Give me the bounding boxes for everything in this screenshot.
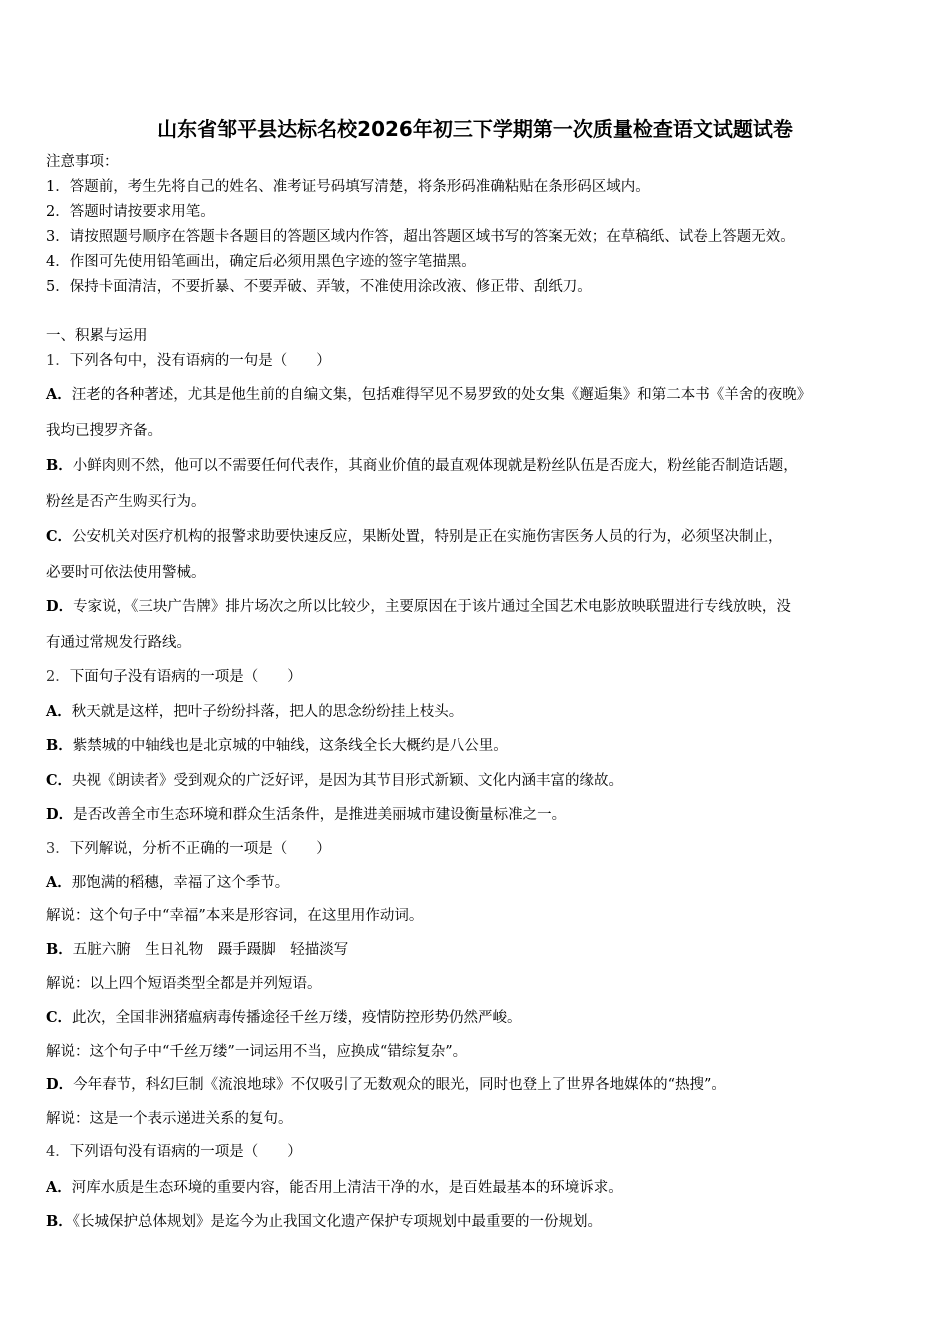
question-4-stem <box>46 1142 302 1162</box>
notice-item-2: 2．答题时请按要求用笔。 <box>46 204 215 220</box>
q4-option-a <box>46 1178 623 1198</box>
option-text: 是否改善全市生态环境和群众生活条件，是推进美丽城市建设衡量标准之一。 <box>73 807 567 823</box>
option-text: 央视《朗读者》受到观众的广泛好评，是因为其节目形式新颖、文化内涵丰富的缘故。 <box>72 773 624 789</box>
question-text: 下列语句没有语病的一项是（ ） <box>69 1144 302 1160</box>
option-text: 紫禁城的中轴线也是北京城的中轴线，这条线全长大概约是八公里。 <box>72 738 508 754</box>
q2-option-b <box>46 736 508 756</box>
q2-option-c <box>46 771 623 791</box>
q3-option-b-explanation: 解说：以上四个短语类型全都是并列短语。 <box>46 976 322 992</box>
q3-option-b <box>46 940 348 960</box>
option-letter: A． <box>46 386 72 403</box>
q1-option-d-cont: 有通过常规发行路线。 <box>46 635 191 651</box>
option-letter: B． <box>46 1213 73 1230</box>
question-text: 下面句子没有语病的一项是（ ） <box>69 669 302 685</box>
q1-option-d <box>46 597 791 617</box>
q3-option-a-explanation: 解说：这个句子中“幸福”本来是形容词，在这里用作动词。 <box>46 908 424 924</box>
q1-option-c <box>46 527 783 547</box>
section-heading: 一、积累与运用 <box>46 328 148 344</box>
option-letter: C． <box>46 772 73 789</box>
option-text: 公安机关对医疗机构的报警求助要快速反应，果断处置，特别是正在实施伤害医务人员的行为，必须坚决制止， <box>72 529 783 545</box>
question-number: 2． <box>46 669 70 685</box>
option-letter: A． <box>46 1179 72 1196</box>
q2-option-a <box>46 702 463 722</box>
q1-option-a-cont: 我均已搜罗齐备。 <box>46 423 162 439</box>
question-number: 1． <box>46 353 70 369</box>
option-letter: A． <box>46 874 72 891</box>
q1-option-c-cont: 必要时可依法使用警械。 <box>46 565 206 581</box>
q2-option-d <box>46 805 566 825</box>
option-text: 专家说，《三块广告牌》排片场次之所以比较少，主要原因在于该片通过全国艺术电影放映联盟进行专线放映，没 <box>73 599 791 615</box>
q1-option-b <box>46 456 798 476</box>
question-text: 下列解说，分析不正确的一项是（ ） <box>69 841 331 857</box>
q3-option-a <box>46 873 289 893</box>
option-letter: D． <box>46 598 74 615</box>
q1-option-b-cont: 粉丝是否产生购买行为。 <box>46 494 206 510</box>
option-letter: B． <box>46 737 73 754</box>
option-text: 河库水质是生态环境的重要内容，能否用上清洁干净的水，是百姓最基本的环境诉求。 <box>71 1180 623 1196</box>
question-1-stem <box>46 351 331 371</box>
option-letter: B． <box>46 941 73 958</box>
question-number: 4． <box>46 1144 70 1160</box>
option-text: 《长城保护总体规划》是迄今为止我国文化遗产保护专项规划中最重要的一份规划。 <box>72 1214 603 1230</box>
option-text: 今年春节，科幻巨制《流浪地球》不仅吸引了无数观众的眼光，同时也登上了世界各地媒体的“热搜”。 <box>73 1077 726 1093</box>
option-text: 那饱满的稻穗，幸福了这个季节。 <box>71 875 290 891</box>
q4-option-b <box>46 1212 602 1232</box>
option-letter: D． <box>46 1076 74 1093</box>
question-text: 下列各句中，没有语病的一句是（ ） <box>69 353 331 369</box>
question-2-stem <box>46 667 302 687</box>
option-text: 汪老的各种著述，尤其是他生前的自编文集，包括难得罕见不易罗致的处女集《邂逅集》和第二本书《羊舍的夜晚》 <box>71 387 812 403</box>
question-number: 3． <box>46 841 70 857</box>
option-text: 小鲜肉则不然，他可以不需要任何代表作，其商业价值的最直观体现就是粉丝队伍是否庞大，粉丝能否制造话题， <box>72 458 798 474</box>
option-letter: B． <box>46 457 73 474</box>
q3-option-d <box>46 1075 726 1095</box>
option-letter: D． <box>46 806 74 823</box>
notice-item-5: 5．保持卡面清洁，不要折暴、不要弄破、弄皱，不准使用涂改液、修正带、刮纸刀。 <box>46 279 592 295</box>
question-3-stem <box>46 839 331 859</box>
option-letter: A． <box>46 703 72 720</box>
option-text: 秋天就是这样，把叶子纷纷抖落，把人的思念纷纷挂上枝头。 <box>71 704 464 720</box>
notice-item-3: 3．请按照题号顺序在答题卡各题目的答题区域内作答，超出答题区域书写的答案无效；在草稿纸、试卷上答题无效。 <box>46 229 795 245</box>
q3-option-c-explanation: 解说：这个句子中“千丝万缕”一词运用不当，应换成“错综复杂”。 <box>46 1044 468 1060</box>
option-text: 此次，全国非洲猪瘟病毒传播途径千丝万缕，疫情防控形势仍然严峻。 <box>72 1010 522 1026</box>
option-text: 五脏六腑 生日礼物 蹑手蹑脚 轻描淡写 <box>72 942 349 958</box>
q1-option-a <box>46 385 811 405</box>
option-letter: C． <box>46 1009 73 1026</box>
q3-option-c <box>46 1008 522 1028</box>
notice-item-1: 1．答题前，考生先将自己的姓名、准考证号码填写清楚，将条形码准确粘贴在条形码区域内。 <box>46 179 650 195</box>
page-title: 山东省邹平县达标名校2026年初三下学期第一次质量检查语文试题试卷 <box>157 117 793 141</box>
option-letter: C． <box>46 528 73 545</box>
notice-heading: 注意事项： <box>46 154 119 170</box>
q3-option-d-explanation: 解说：这是一个表示递进关系的复句。 <box>46 1111 293 1127</box>
notice-item-4: 4．作图可先使用铅笔画出，确定后必须用黑色字迹的签字笔描黑。 <box>46 254 476 270</box>
